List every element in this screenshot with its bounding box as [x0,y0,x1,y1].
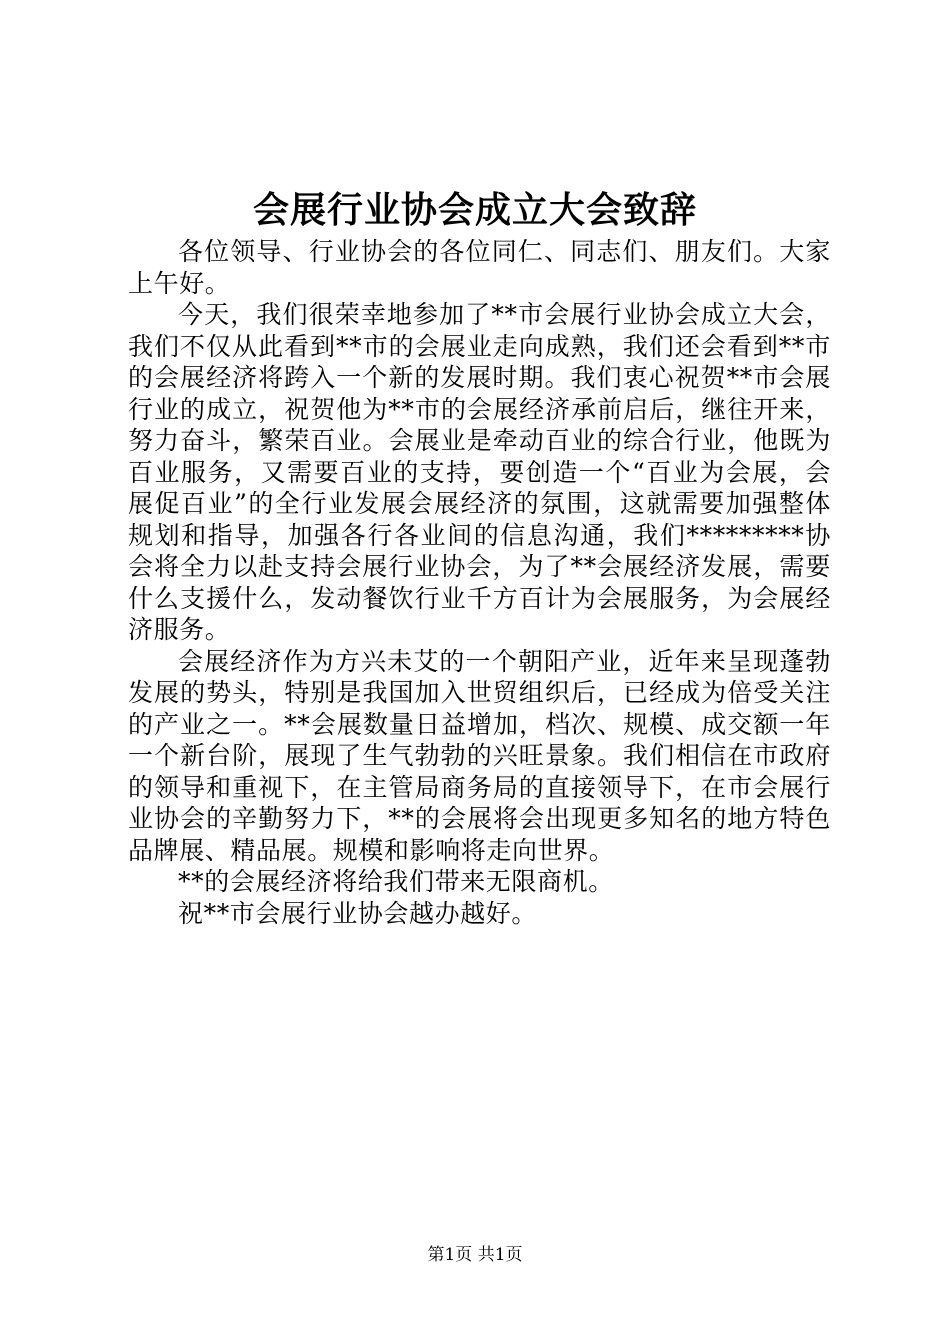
page-number-footer: 第1页 共1页 [427,1245,523,1265]
paragraph-industry-outlook: 会展经济作为方兴未艾的一个朝阳产业，近年来呈现蓬勃发展的势头，特别是我国加入世贸组织后，已经成为倍受关注的产业之一。**会展数量日益增加，档次、规模、成交额一年一个新台阶，展现了生气勃勃的兴旺景象。我们相信在市政府的领导和重视下，在主管局商务局的直接领导下，在市会展行业协会的辛勤努力下，**的会展将会出现更多知名的地方特色品牌展、精品展。规模和影响将走向世界。 [128,646,831,865]
paragraph-business-opportunity: **的会展经济将给我们带来无限商机。 [178,867,614,896]
paragraph-greeting: 各位领导、行业协会的各位同仁、同志们、朋友们。大家上午好。 [128,237,831,298]
document-title: 会展行业协会成立大会致辞 [252,189,697,231]
document-body [128,236,831,929]
paragraph-closing-wish: 祝**市会展行业协会越办越好。 [178,898,538,928]
paragraph-congratulation: 今天，我们很荣幸地参加了**市会展行业协会成立大会，我们不仅从此看到**市的会展业走向成熟，我们还会看到**市的会展经济将跨入一个新的发展时期。我们衷心祝贺**市会展行业的成立，祝贺他为**市的会展经济承前启后，继往开来，努力奋斗，繁荣百业。会展业是牵动百业的综合行业，他既为百业服务，又需要百业的支持，要创造一个“百业为会展，会展促百业”的全行业发展会展经济的氛围，这就需要加强整体规划和指导，加强各行各业间的信息沟通，我们*********协会将全力以赴支持会展行业协会，为了**会展经济发展，需要什么支援什么，发动餐饮行业千方百计为会展服务，为会展经济服务。 [128,300,831,644]
